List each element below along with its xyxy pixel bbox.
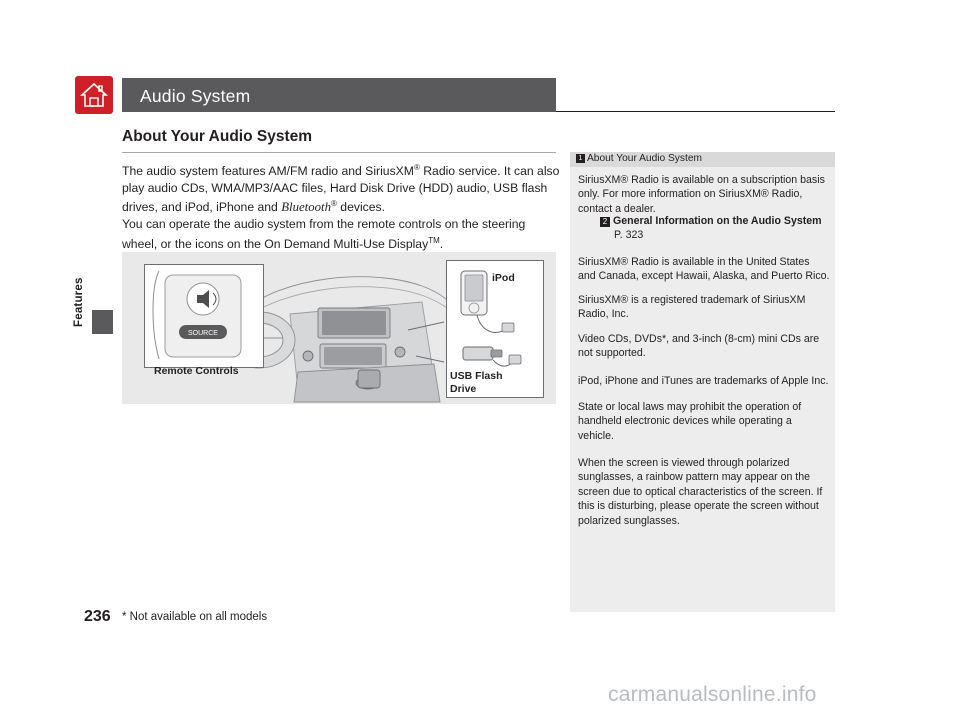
page-number: 236 [84, 608, 111, 625]
paragraph-2-pre: You can operate the audio system from the remote controls on the steering wheel, or the icons on the On Demand Multi-Use Display [122, 217, 526, 251]
remote-controls-callout [144, 264, 264, 368]
paragraph-2-post: . [439, 236, 444, 251]
header-divider [556, 111, 835, 112]
side-note-block-6: State or local laws may prohibit the operation of handheld electronic devices while operating a vehicle. [578, 401, 802, 442]
paragraph-1-mid: Radio service. It can also play audio CDs, WMA/MP3/AAC files, Hard Disk Drive (HDD) audio, USB flash drives, and iPod, iPhone and [122, 164, 560, 215]
side-tab-marker [92, 310, 113, 334]
section-title: About Your Audio System [122, 128, 313, 145]
cross-reference-title[interactable]: General Information on the Audio System [613, 215, 822, 227]
page-title: Audio System [140, 86, 251, 106]
side-note-block-7: When the screen is viewed through polarized sunglasses, a rainbow pattern may appear on the screen due to optical characteristics of the screen. If this is disturbing, please operate the screen without polarized sunglasses. [578, 457, 823, 527]
paragraph-1-post: devices. [336, 200, 386, 215]
footnote: * Not available on all models [122, 611, 268, 623]
paragraph-1-pre: The audio system features AM/FM radio and SiriusXM [122, 164, 414, 179]
body-paragraph-2 [122, 216, 560, 252]
registered-mark-2: ® [331, 199, 337, 209]
watermark: carmanualsonline.info [608, 683, 817, 706]
audio-system-illustration [122, 252, 556, 404]
source-button-label: SOURCE [188, 330, 218, 337]
side-note-block-4: Video CDs, DVDs*, and 3-inch (8-cm) mini CDs are not supported. [578, 333, 820, 360]
note-marker-icon: 1 [576, 154, 585, 163]
body-paragraph-1 [122, 160, 560, 216]
reference-icon: 2 [600, 217, 610, 227]
side-note-block-1: SiriusXM® Radio is available on a subscription basis only. For more information on SiriusXM® Radio, contact a dealer. [578, 174, 825, 215]
usb-label-line-2: Drive [450, 383, 477, 395]
section-divider [122, 152, 556, 153]
paragraph-2-superscript: TM [428, 235, 440, 245]
paragraph-1-italic: Bluetooth [281, 200, 331, 215]
registered-mark: ® [413, 163, 420, 172]
cross-reference-page[interactable]: P. 323 [614, 229, 644, 241]
side-note-heading-text: About Your Audio System [587, 153, 702, 164]
side-note-block-5: iPod, iPhone and iTunes are trademarks of Apple Inc. [578, 375, 829, 387]
ipod-label: iPod [492, 272, 515, 284]
home-icon[interactable] [75, 76, 113, 114]
cross-reference [600, 214, 832, 228]
usb-label-line-1: USB Flash [450, 370, 503, 382]
side-note-heading [576, 153, 702, 164]
remote-controls-label: Remote Controls [154, 365, 239, 377]
side-note-block-2: SiriusXM® Radio is available in the United States and Canada, except Hawaii, Alaska, and Puerto Rico. [578, 256, 830, 283]
side-note-block-3: SiriusXM® is a registered trademark of SiriusXM Radio, Inc. [578, 294, 806, 321]
side-tab-label: Features [73, 277, 85, 327]
